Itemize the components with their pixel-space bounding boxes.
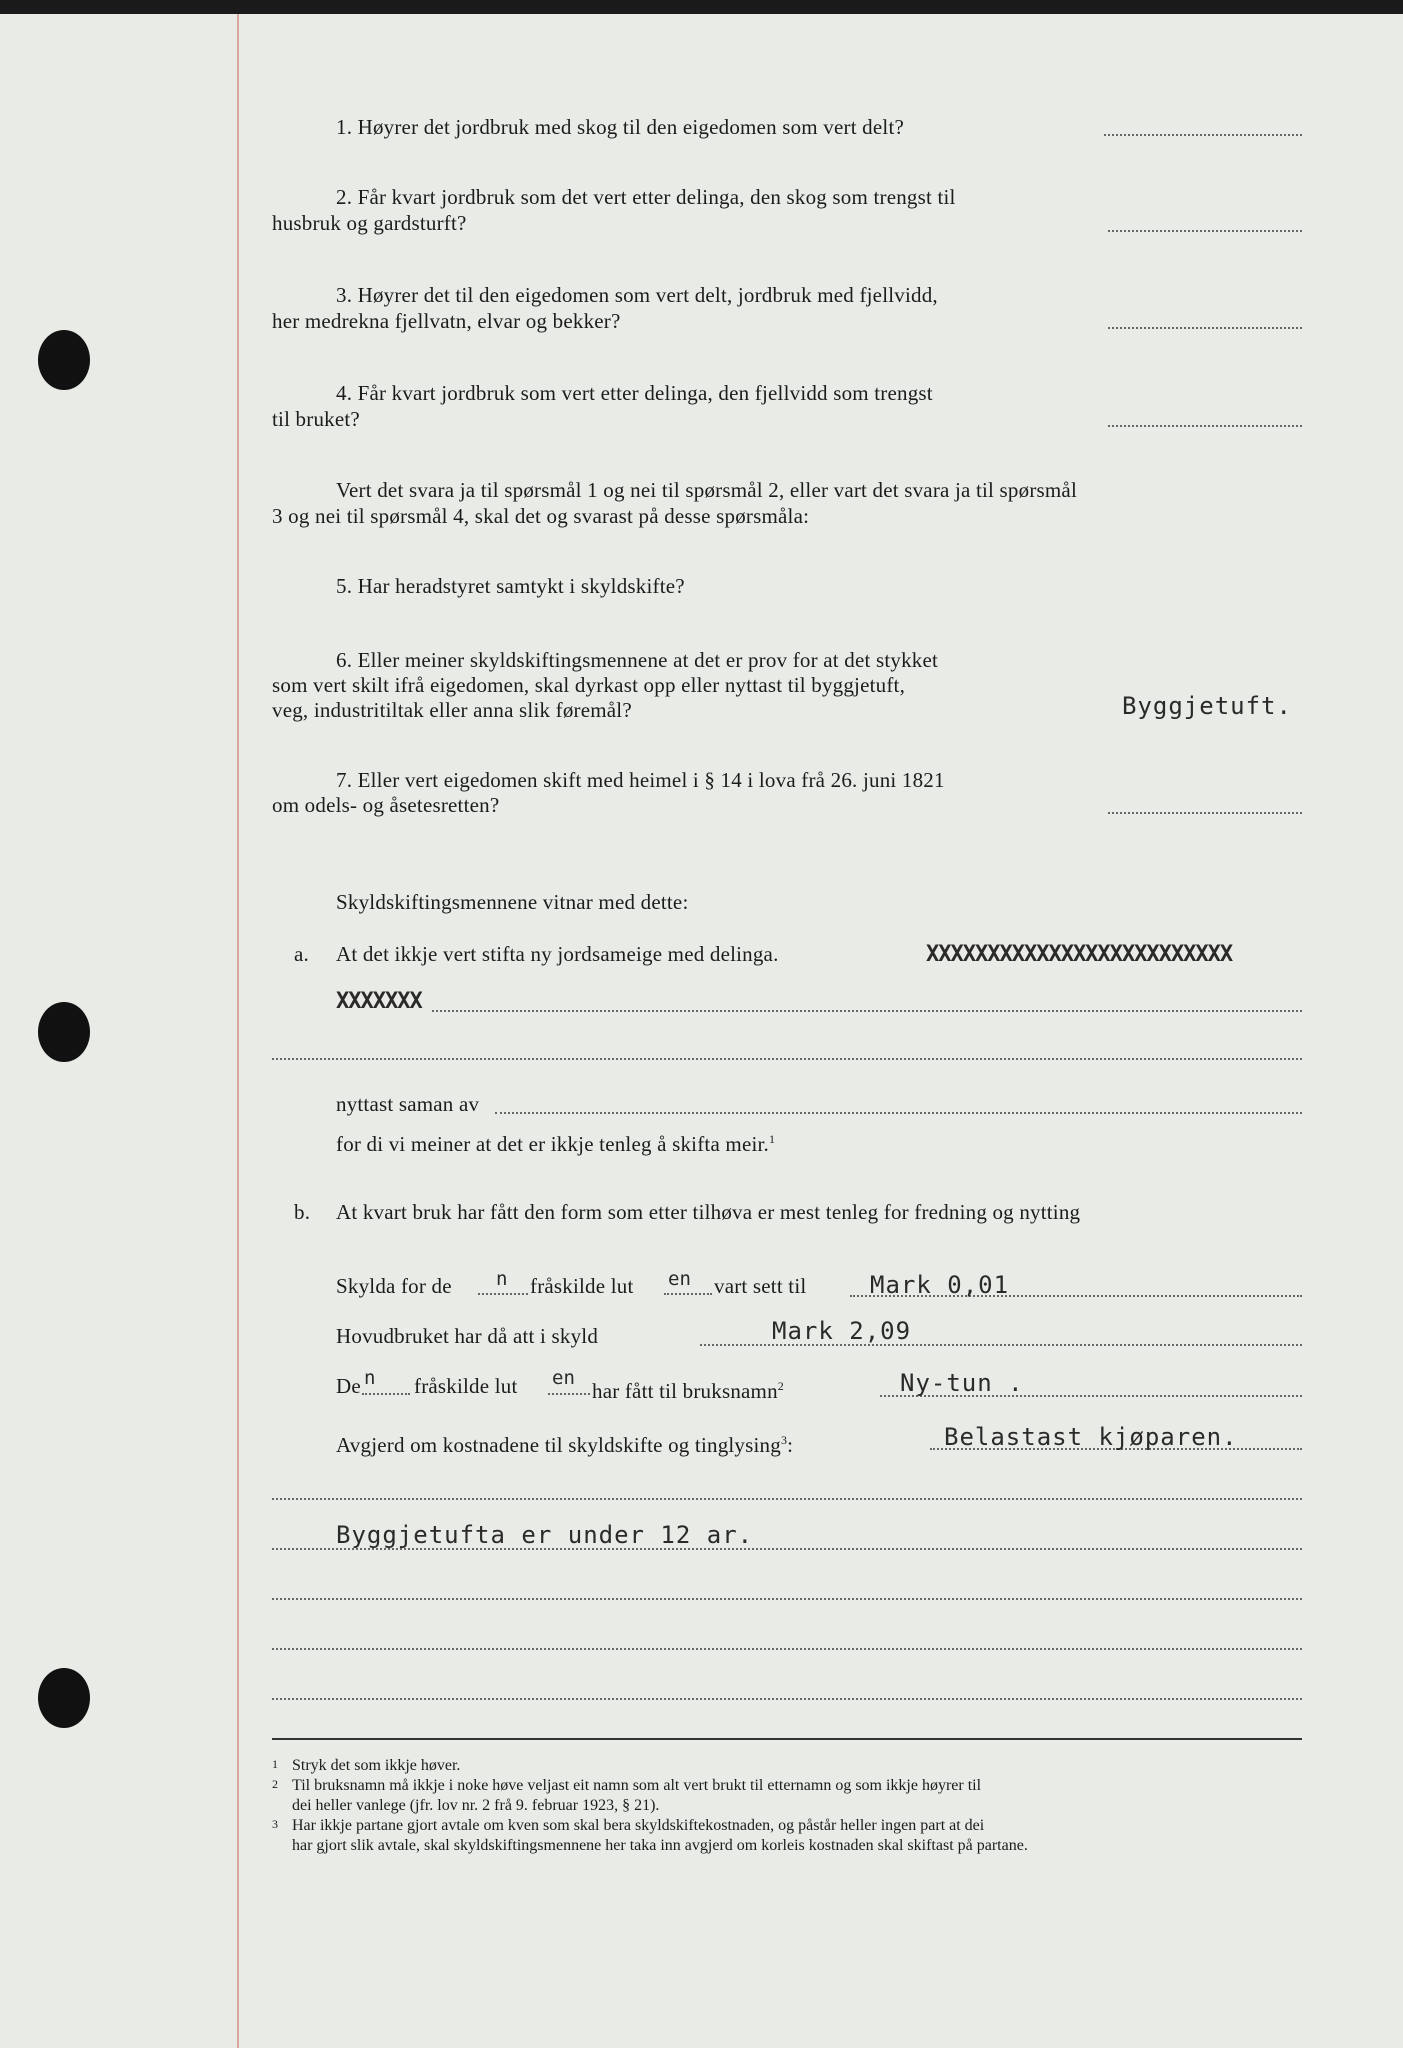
blank-line-1: [272, 1498, 1302, 1500]
skylda-fill-2: en: [668, 1268, 691, 1290]
question-6-line-2: som vert skilt ifrå eigedomen, skal dyrkast opp eller nyttast til byggjetuft,: [272, 673, 906, 697]
bruksnamn-value: Ny-tun .: [900, 1369, 1024, 1397]
remark-text: Byggjetufta er under 12 ar.: [336, 1521, 754, 1549]
item-b-text: At kvart bruk har fått den form som etter tilhøva er mest tenleg for fredning og nytting: [336, 1200, 1081, 1224]
testimony-heading: Skyldskiftingsmennene vitnar med dette:: [336, 890, 689, 914]
question-7-line-2: om odels- og åsetesretten?: [272, 793, 500, 817]
blank-line-4: [272, 1648, 1302, 1650]
hovudbruket-value: Mark 2,09: [772, 1317, 912, 1345]
footnote-separator: [272, 1738, 1302, 1740]
nyttast-label: nyttast saman av: [336, 1092, 480, 1116]
question-3-line-1: 3. Høyrer det til den eigedomen som vert delt, jordbruk med fjellvidd,: [336, 283, 938, 307]
den-fill-2: en: [552, 1367, 575, 1389]
footnote-2-line-1: Til bruksnamn må ikkje i noke høve veljast eit namn som alt vert brukt til etternamn og som ikkje høyrer til: [292, 1777, 982, 1794]
blank-line-a-1: [432, 1010, 1302, 1012]
struck-typewriter-text-1: XXXXXXXXXXXXXXXXXXXXXXXXX: [926, 942, 1233, 967]
punch-hole-bottom: [38, 1668, 90, 1728]
avgjerd-label-text: Avgjerd om kostnadene til skyldskifte og tinglysing: [336, 1433, 781, 1457]
conditional-intro-line-1: Vert det svara ja til spørsmål 1 og nei til spørsmål 2, eller vart det svara ja til spørsmål: [336, 478, 1077, 502]
question-4-line-1: 4. Får kvart jordbruk som vert etter delinga, den fjellvidd som trengst: [336, 381, 933, 405]
blank-line-5: [272, 1698, 1302, 1700]
footnote-ref-1: 1: [768, 1132, 776, 1146]
skylda-prefix: Skylda for de: [336, 1274, 452, 1298]
fordi-text-body: for di vi meiner at det er ikkje tenleg å skifta meir.: [336, 1132, 769, 1156]
skylda-middle: fråskilde lut: [530, 1274, 634, 1298]
hovudbruket-label: Hovudbruket har då att i skyld: [336, 1324, 599, 1348]
footnote-3-number: 3: [272, 1817, 278, 1831]
answer-line-q4: [1108, 425, 1302, 427]
item-a-marker: a.: [294, 942, 309, 966]
fill-line-den-2: [548, 1393, 590, 1395]
item-b-marker: b.: [294, 1200, 311, 1224]
fill-line-den-1: [362, 1393, 410, 1395]
scan-top-edge: [0, 0, 1403, 14]
footnote-2-number: 2: [272, 1777, 278, 1791]
footnote-1-number: 1: [272, 1757, 278, 1771]
question-7-line-1: 7. Eller vert eigedomen skift med heimel i § 14 i lova frå 26. juni 1821: [336, 768, 945, 792]
answer-line-q3: [1108, 327, 1302, 329]
den-suffix-text: har fått til bruksnamn: [592, 1379, 778, 1403]
question-5: 5. Har heradstyret samtykt i skyldskifte?: [336, 574, 685, 598]
conditional-intro-line-2: 3 og nei til spørsmål 4, skal det og svarast på desse spørsmåla:: [272, 504, 810, 528]
question-6-line-1: 6. Eller meiner skyldskiftingsmennene at det er prov for at det stykket: [336, 648, 939, 672]
footnote-ref-3: 3: [780, 1433, 788, 1447]
den-fill-1: n: [364, 1367, 376, 1389]
question-3-line-2: her medrekna fjellvatn, elvar og bekker?: [272, 309, 621, 333]
item-a-text: At det ikkje vert stifta ny jordsameige med delinga.: [336, 942, 779, 966]
question-1: 1. Høyrer det jordbruk med skog til den eigedomen som vert delt?: [336, 115, 904, 139]
fill-line-skylda-1: [478, 1293, 528, 1295]
punch-hole-middle: [38, 1002, 90, 1062]
struck-typewriter-text-2: XXXXXXX: [336, 989, 422, 1014]
footnote-3-line-2: har gjort slik avtale, skal skyldskiftingsmennene her taka inn avgjerd om korleis kostnaden skal skiftast på partane.: [292, 1837, 1028, 1854]
blank-line-2: [272, 1548, 1302, 1550]
question-2-line-2: husbruk og gardsturft?: [272, 211, 467, 235]
question-6-line-3: veg, industritiltak eller anna slik føremål?: [272, 698, 632, 722]
fordi-text: [336, 1125, 775, 1158]
fill-line-skylda-2: [664, 1293, 712, 1295]
den-prefix: De: [336, 1374, 361, 1398]
answer-q6: Byggjetuft.: [1122, 692, 1292, 720]
footnote-ref-2: 2: [777, 1379, 784, 1393]
blank-line-nyttast: [495, 1112, 1302, 1114]
skylda-value: Mark 0,01: [870, 1271, 1010, 1299]
blank-line-a-2: [272, 1058, 1302, 1060]
avgjerd-label: Avgjerd om kostnadene til skyldskifte og tinglysing$^3$:: [336, 1433, 794, 1457]
question-2-line-1: 2. Får kvart jordbruk som det vert etter delinga, den skog som trengst til: [336, 185, 956, 209]
den-middle: fråskilde lut: [414, 1374, 518, 1398]
margin-line: [237, 14, 239, 2048]
den-suffix: [592, 1372, 784, 1405]
blank-line-3: [272, 1598, 1302, 1600]
question-4-line-2: til bruket?: [272, 407, 360, 431]
footnote-2-line-2: dei heller vanlege (jfr. lov nr. 2 frå 9. februar 1923, § 21).: [292, 1797, 660, 1814]
answer-line-q2: [1108, 230, 1302, 232]
answer-line-q7: [1108, 812, 1302, 814]
answer-line-q1: [1104, 134, 1302, 136]
skylda-fill-1: n: [496, 1268, 508, 1290]
skylda-suffix: vart sett til: [714, 1274, 807, 1298]
footnote-3-line-1: Har ikkje partane gjort avtale om kven som skal bera skyldskiftekostnaden, og påstår heller ingen part at dei: [292, 1817, 985, 1834]
punch-hole-top: [38, 330, 90, 390]
avgjerd-value: Belastast kjøparen.: [944, 1423, 1238, 1451]
footnote-1: Stryk det som ikkje høver.: [292, 1757, 461, 1774]
